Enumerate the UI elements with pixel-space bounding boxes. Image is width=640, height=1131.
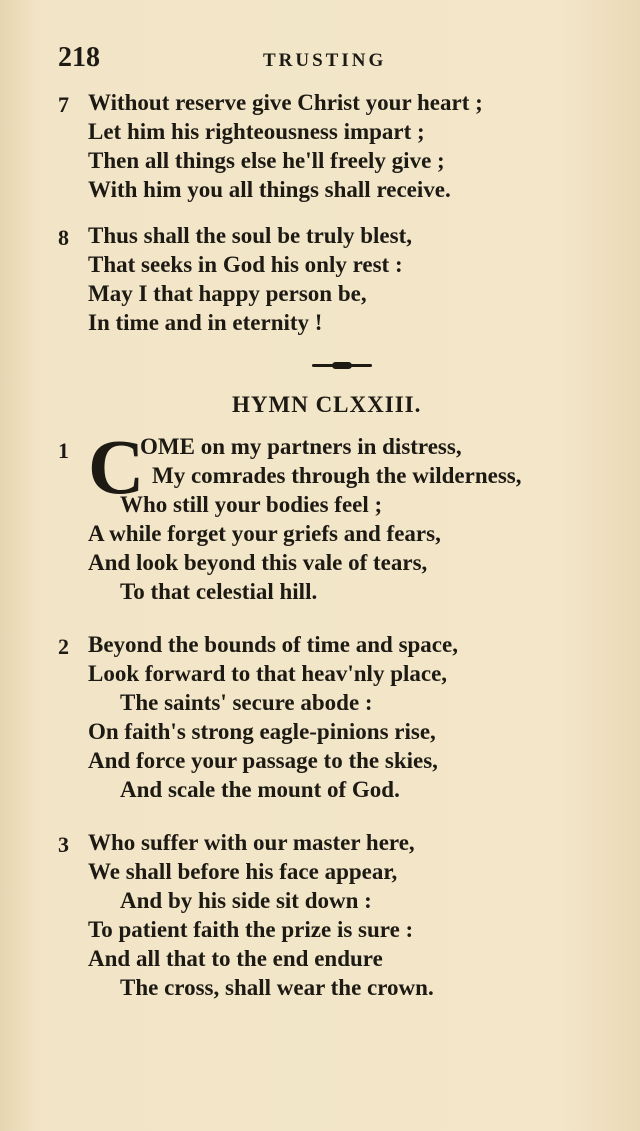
stanza-number: 7 <box>58 92 69 117</box>
verse-line: And by his side sit down : <box>120 888 372 913</box>
stanza-number: 3 <box>58 832 69 857</box>
verse-line: We shall before his face appear, <box>88 859 398 884</box>
verse-line: May I that happy person be, <box>88 281 367 306</box>
verse-line: Look forward to that heav'nly place, <box>88 661 448 686</box>
verse-line: Without reserve give Christ your heart ; <box>88 90 483 115</box>
running-title: TRUSTING <box>263 50 387 71</box>
verse-line: In time and in eternity ! <box>88 310 323 335</box>
page-number: 218 <box>58 42 100 73</box>
verse-line: On faith's strong eagle-pinions rise, <box>88 719 436 744</box>
verse-line: OME on my partners in distress, <box>140 434 462 459</box>
verse-line: And force your passage to the skies, <box>88 748 438 773</box>
verse-line: Who suffer with our master here, <box>88 830 415 855</box>
verse-line: That seeks in God his only rest : <box>88 252 403 277</box>
verse-line: A while forget your griefs and fears, <box>88 521 441 546</box>
verse-line: The saints' secure abode : <box>120 690 373 715</box>
verse-line: With him you all things shall receive. <box>88 177 451 202</box>
verse-line: Thus shall the soul be truly blest, <box>88 223 412 248</box>
verse-line: Who still your bodies feel ; <box>120 492 383 517</box>
verse-line: And scale the mount of God. <box>120 777 400 802</box>
verse-line: To patient faith the prize is sure : <box>88 917 414 942</box>
verse-line: To that celestial hill. <box>120 579 318 604</box>
hymn-title: HYMN CLXXIII. <box>232 392 422 417</box>
section-divider <box>312 364 372 367</box>
drop-cap: C <box>88 423 145 510</box>
verse-line: My comrades through the wilderness, <box>152 463 522 488</box>
stanza-number: 2 <box>58 634 69 659</box>
page-header <box>58 42 598 82</box>
verse-line: Let him his righteousness impart ; <box>88 119 425 144</box>
stanza-number: 1 <box>58 438 69 463</box>
verse-line: The cross, shall wear the crown. <box>120 975 434 1000</box>
verse-line: And all that to the end endure <box>88 946 383 971</box>
verse-line: And look beyond this vale of tears, <box>88 550 428 575</box>
verse-line: Then all things else he'll freely give ; <box>88 148 445 173</box>
stanza-number: 8 <box>58 225 69 250</box>
verse-line: Beyond the bounds of time and space, <box>88 632 458 657</box>
